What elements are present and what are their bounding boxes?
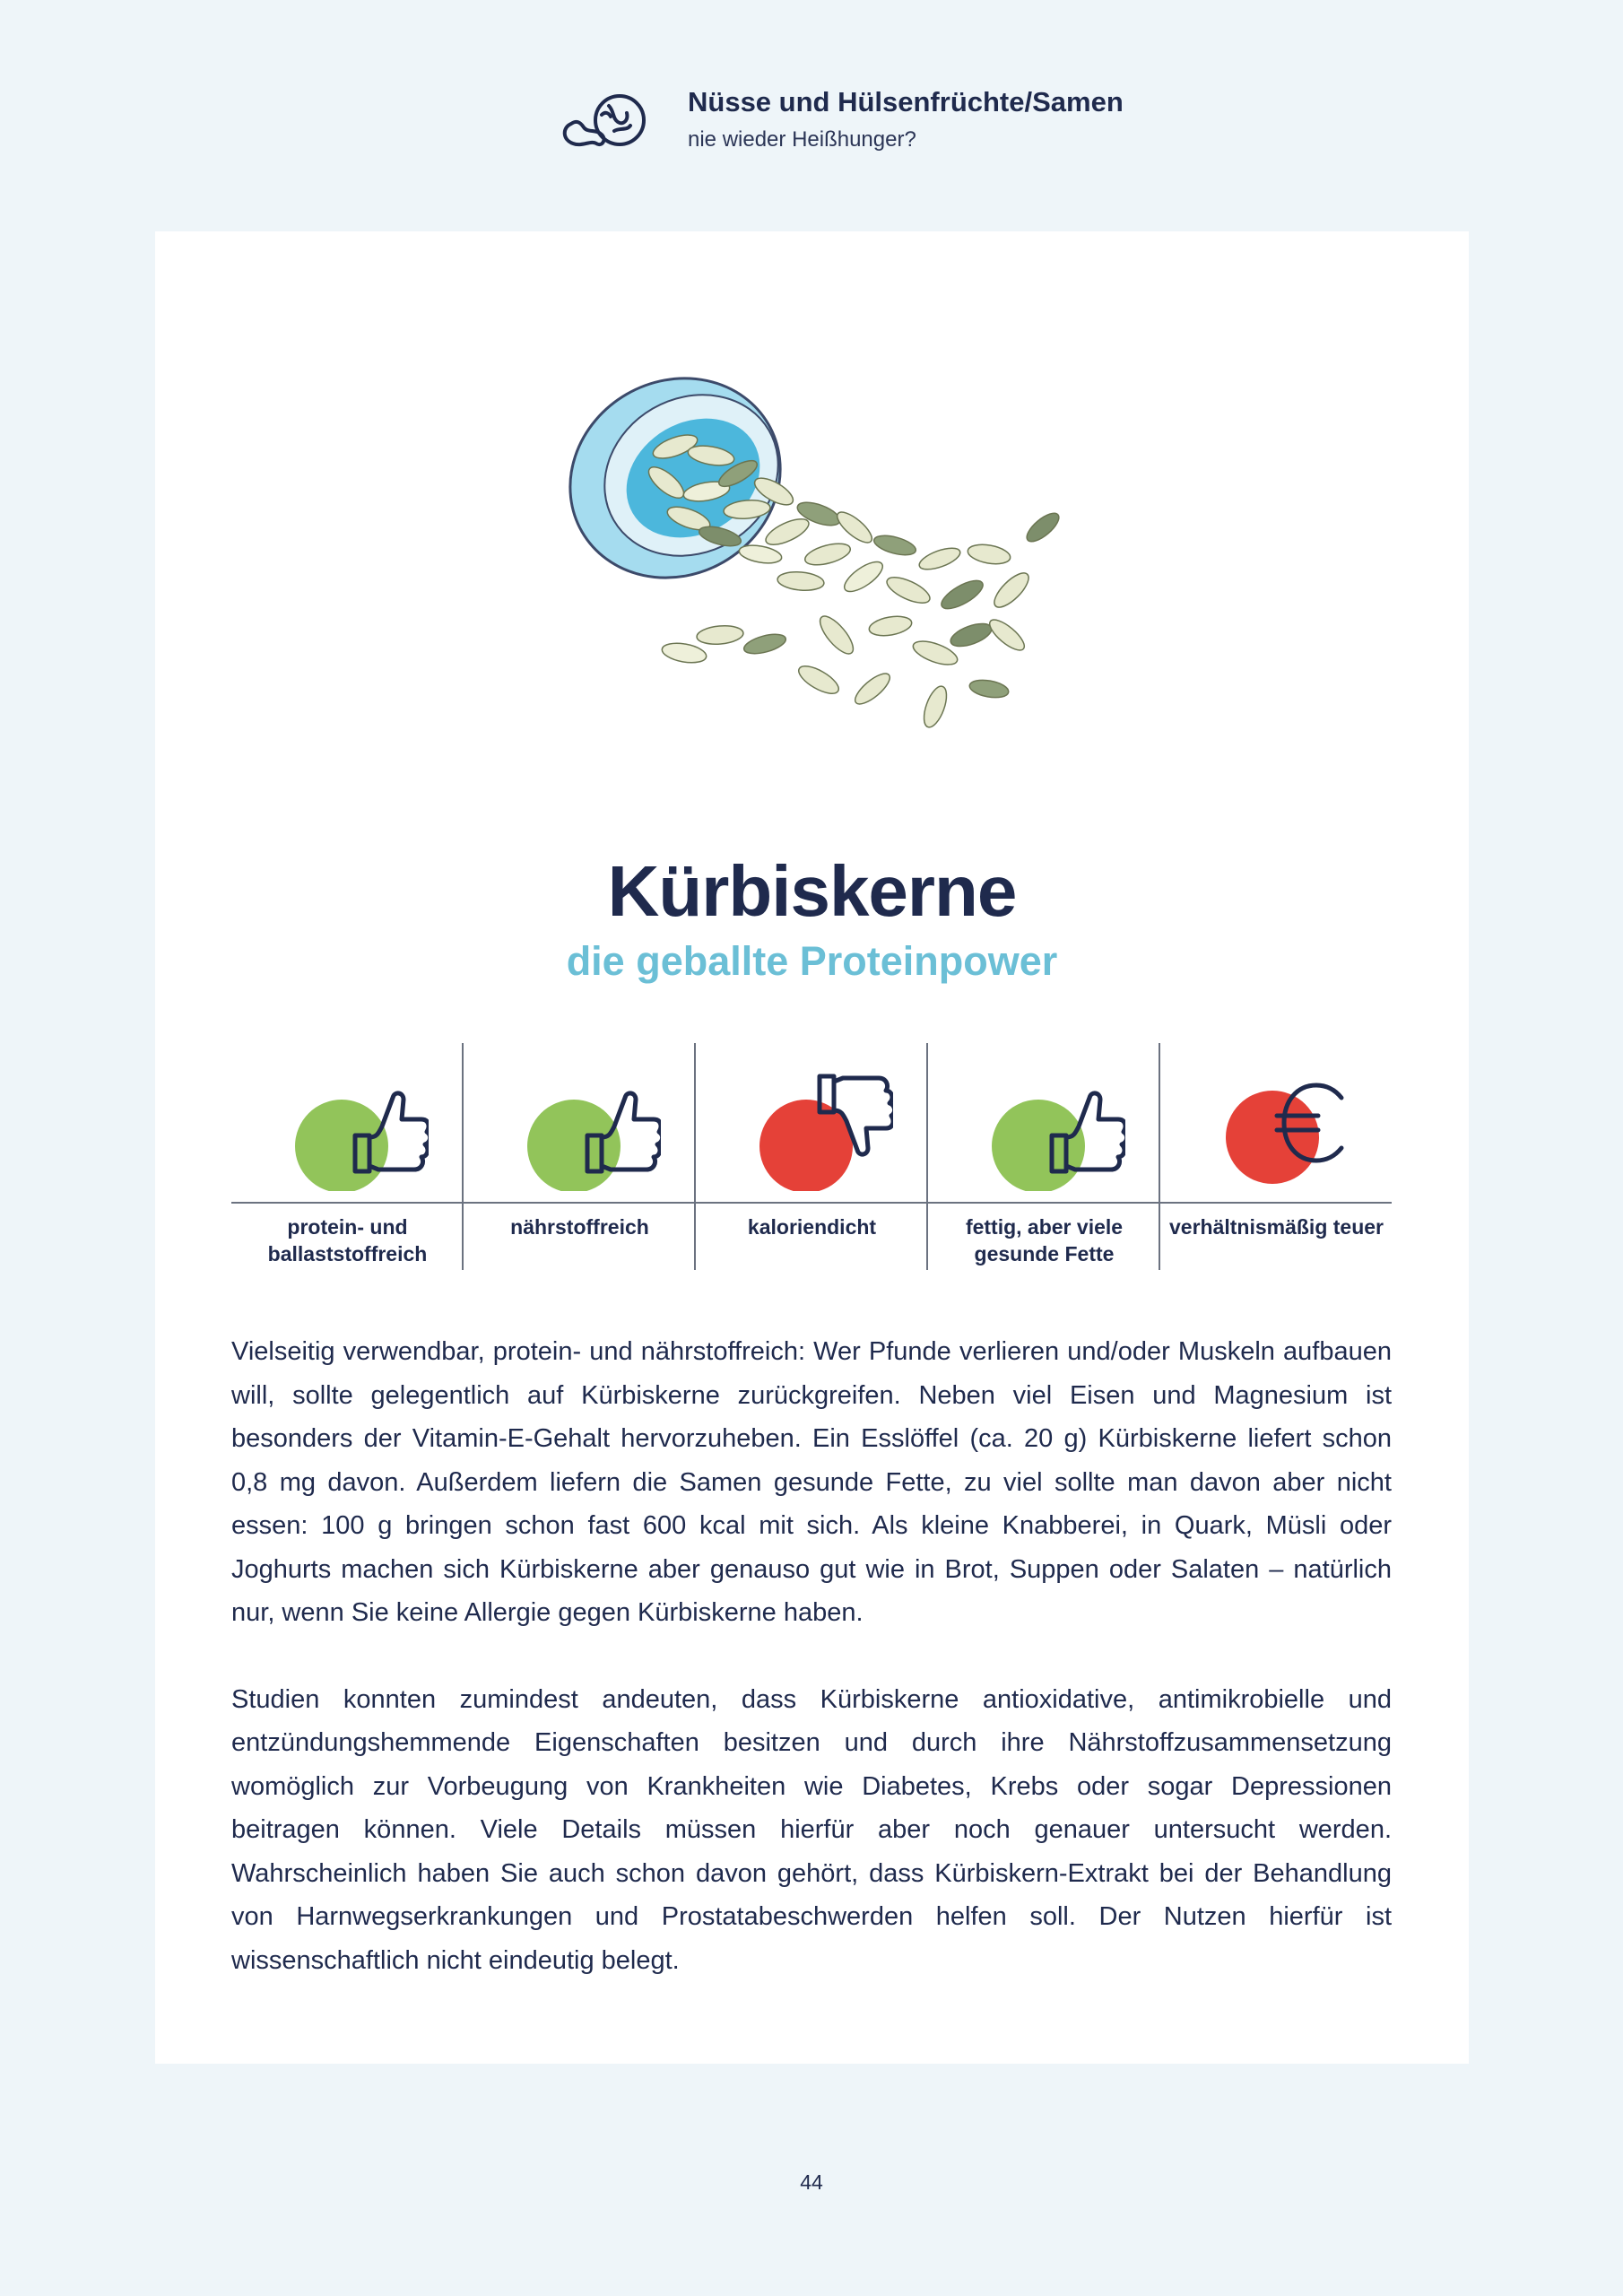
thumbs-down-icon	[732, 1057, 893, 1191]
thumbs-up-icon	[964, 1057, 1125, 1191]
paragraph: Vielseitig verwendbar, protein- und nährstoffreich: Wer Pfunde verlieren und/oder Muskeln aufbauen will, sollte gelegentlich auf Kürbiskerne zurückgreifen. Neben viel Eisen und Magnesium ist besonders der Vitamin-E-Gehalt hervorzuheben. Ein Esslöffel (ca. 20 g) Kürbiskerne liefert schon 0,8 mg davon. Außerdem liefern die Samen gesunde Fette, zu viel sollte man davon aber nicht essen: 100 g bringen schon fast 600 kcal mit sich. Als kleine Knabberei, in Quark, Müsli oder Joghurts machen sich Kürbiskerne aber genauso gut wie in Brot, Suppen oder Salaten – natürlich nur, wenn Sie keine Allergie gegen Kürbiskerne haben.	[231, 1337, 1392, 1627]
euro-icon	[1196, 1057, 1358, 1191]
rating-label: fettig, aber viele gesunde Fette	[965, 1215, 1124, 1265]
rating-label: protein- und ballaststoffreich	[267, 1215, 428, 1265]
nuts-icon	[560, 84, 650, 152]
paragraph: Studien konnten zumindest andeuten, dass Kürbiskerne antioxidative, antimikrobielle und entzündungshemmende Eigenschaften besitzen und durch ihre Nährstoffzusammensetzung womöglich zur Vorbeugung von Krankheiten wie Diabetes, Krebs oder sogar Depressionen beitragen können. Viele Details müssen hierfür aber noch genauer untersucht werden. Wahrscheinlich haben Sie auch schon davon gehört, dass Kürbiskern-Extrakt bei der Behandlung von Harnwegserkrankungen und Prostatabeschwerden helfen soll. Der Nutzen hierfür ist wissenschaftlich nicht eindeutig belegt.	[231, 1684, 1392, 1975]
page-subtitle: die geballte Proteinpower	[566, 938, 1058, 984]
rating-calories	[696, 1043, 928, 1270]
rating-label: kaloriendicht	[747, 1215, 877, 1239]
chapter-title: Nüsse und Hülsenfrüchte/Samen	[688, 86, 1124, 117]
body-text	[231, 1330, 1392, 2025]
rating-nutrients	[464, 1043, 696, 1270]
page-number: 44	[800, 2170, 823, 2194]
content-card	[155, 231, 1469, 2064]
pumpkin-seeds-bowl-illustration	[541, 366, 1079, 761]
rating-protein	[231, 1043, 464, 1270]
rating-row	[231, 1043, 1392, 1270]
rating-label: nährstoffreich	[510, 1215, 649, 1239]
page-title: Kürbiskerne	[607, 851, 1017, 931]
thumbs-up-icon	[267, 1057, 429, 1191]
thumbs-up-icon	[499, 1057, 661, 1191]
rating-label: verhältnismäßig teuer	[1168, 1215, 1384, 1239]
rating-fats	[928, 1043, 1160, 1270]
rating-price	[1160, 1043, 1393, 1270]
chapter-subtitle: nie wieder Heißhunger?	[688, 127, 916, 152]
